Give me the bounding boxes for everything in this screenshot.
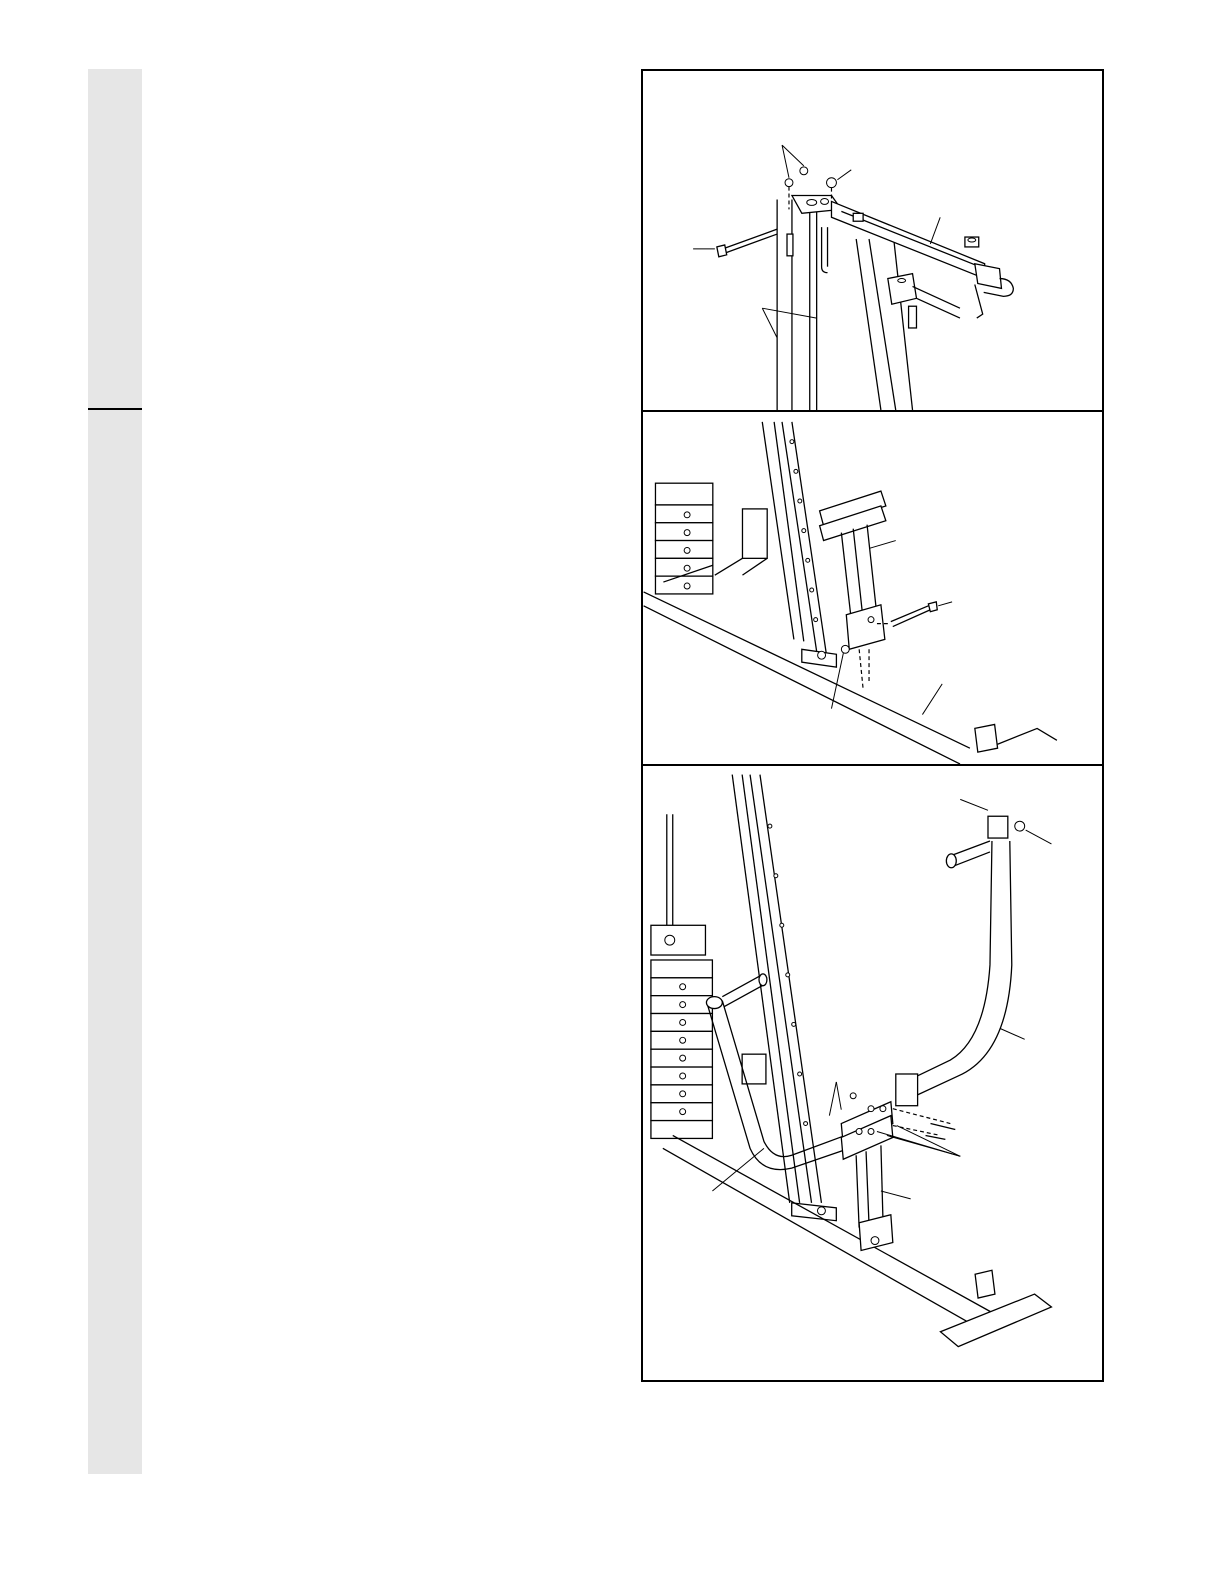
stack-rest-tube <box>715 509 767 575</box>
figure-2-drawing <box>643 412 1102 764</box>
weight-stack <box>655 483 712 594</box>
base-frame <box>663 1135 1000 1331</box>
main-upright <box>762 422 836 667</box>
right-arm <box>896 816 1025 1105</box>
rear-foot-plate <box>940 1270 1051 1346</box>
base-frame <box>644 565 970 764</box>
side-tab-divider <box>88 408 142 410</box>
front-upright <box>841 1102 893 1251</box>
side-tab-band <box>88 69 142 1474</box>
figure-1-panel <box>641 69 1104 412</box>
figure-3-drawing <box>643 766 1102 1380</box>
figure-3-panel <box>641 764 1104 1382</box>
instruction-text-column <box>160 69 610 1474</box>
main-upright <box>732 775 836 1221</box>
figure-2-panel <box>641 410 1104 766</box>
guide-rod <box>667 814 673 935</box>
rear-foot <box>975 724 1057 752</box>
pin-hooks <box>822 227 828 272</box>
front-upright <box>820 491 886 649</box>
weight-guide-bracket <box>888 274 960 328</box>
weight-stack <box>651 925 712 1138</box>
figure-1-drawing <box>643 71 1102 410</box>
left-arm <box>706 974 849 1170</box>
